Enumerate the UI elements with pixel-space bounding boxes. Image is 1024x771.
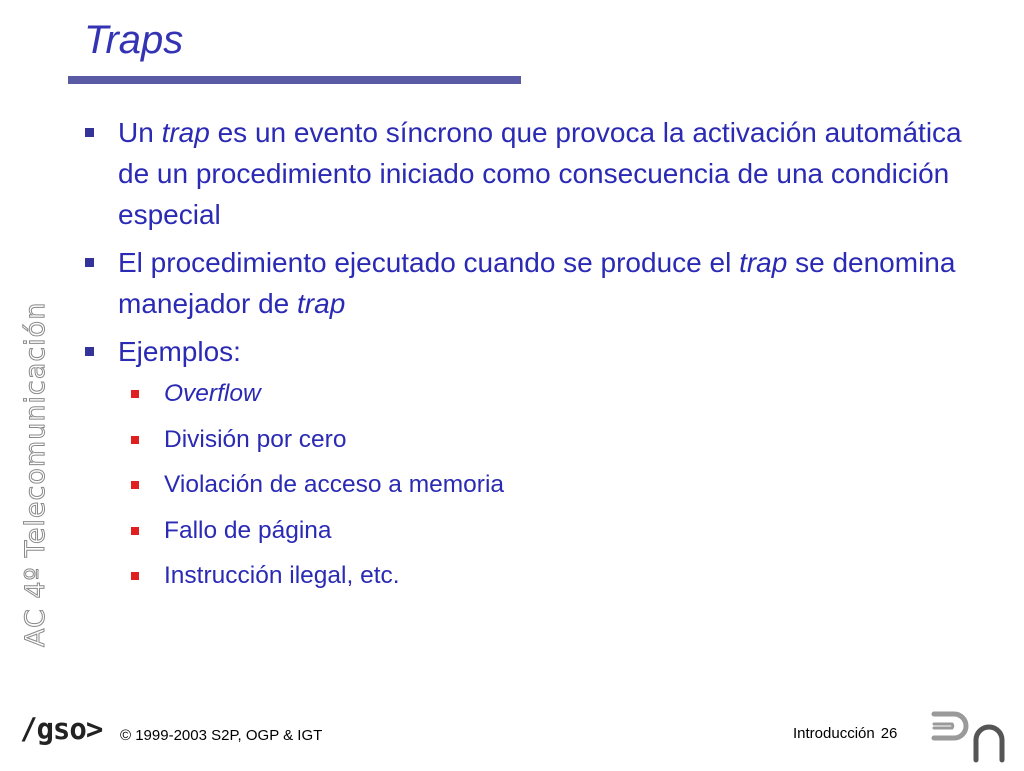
bullet-text-italic: trap [161, 117, 210, 148]
sub-bullet-text: Violación de acceso a memoria [164, 471, 505, 498]
page-number: 26 [880, 725, 898, 742]
footer-section [793, 725, 897, 742]
sub-bullet-text: División por cero [164, 425, 347, 453]
bullet-square-icon [85, 258, 94, 267]
bullet-text-italic: trap [297, 288, 346, 319]
bullet-text: es un evento síncrono que provoca la activación automática de un procedimiento iniciado como consecuencia de una condición especial [118, 117, 962, 230]
bullet-square-icon [85, 128, 94, 137]
sub-bullet-item [84, 425, 994, 455]
bullet-text: Un [118, 117, 162, 148]
sub-bullet-square-icon [131, 572, 139, 580]
sub-bullet-item [84, 561, 994, 591]
bullet-text-italic: trap [739, 247, 788, 278]
bullet-text: El procedimiento ejecutado cuando se produce el [118, 247, 740, 278]
bullet-list [84, 112, 994, 607]
dn-logo-icon [928, 706, 1010, 771]
bullet-text: Ejemplos: [118, 336, 241, 367]
title-underline [68, 76, 521, 84]
bullet-item [84, 112, 994, 235]
sub-bullet-square-icon [131, 481, 139, 489]
sub-bullet-square-icon [131, 527, 139, 535]
sub-bullet-text: Overflow [164, 380, 261, 407]
copyright-text: © 1999-2003 S2P, OGP & IGT [120, 727, 323, 744]
side-label: AC 4º Telecomunicación [20, 301, 51, 647]
bullet-item [84, 331, 994, 372]
sub-bullet-item [84, 470, 994, 500]
sub-bullet-text: Fallo de página [164, 516, 332, 544]
sub-bullet-square-icon [131, 390, 139, 398]
bullet-square-icon [85, 347, 94, 356]
section-name: Introducción [793, 725, 875, 742]
bullet-text: se denomina manejador de [118, 247, 956, 319]
sub-bullet-square-icon [131, 436, 139, 444]
slide-title: Traps [84, 18, 184, 62]
gso-logo: /gso> [20, 712, 103, 746]
sub-bullet-item [84, 516, 994, 546]
sub-bullet-item [84, 379, 994, 409]
sub-bullet-text: Instrucción ilegal, etc. [164, 562, 400, 589]
bullet-item [84, 242, 994, 324]
